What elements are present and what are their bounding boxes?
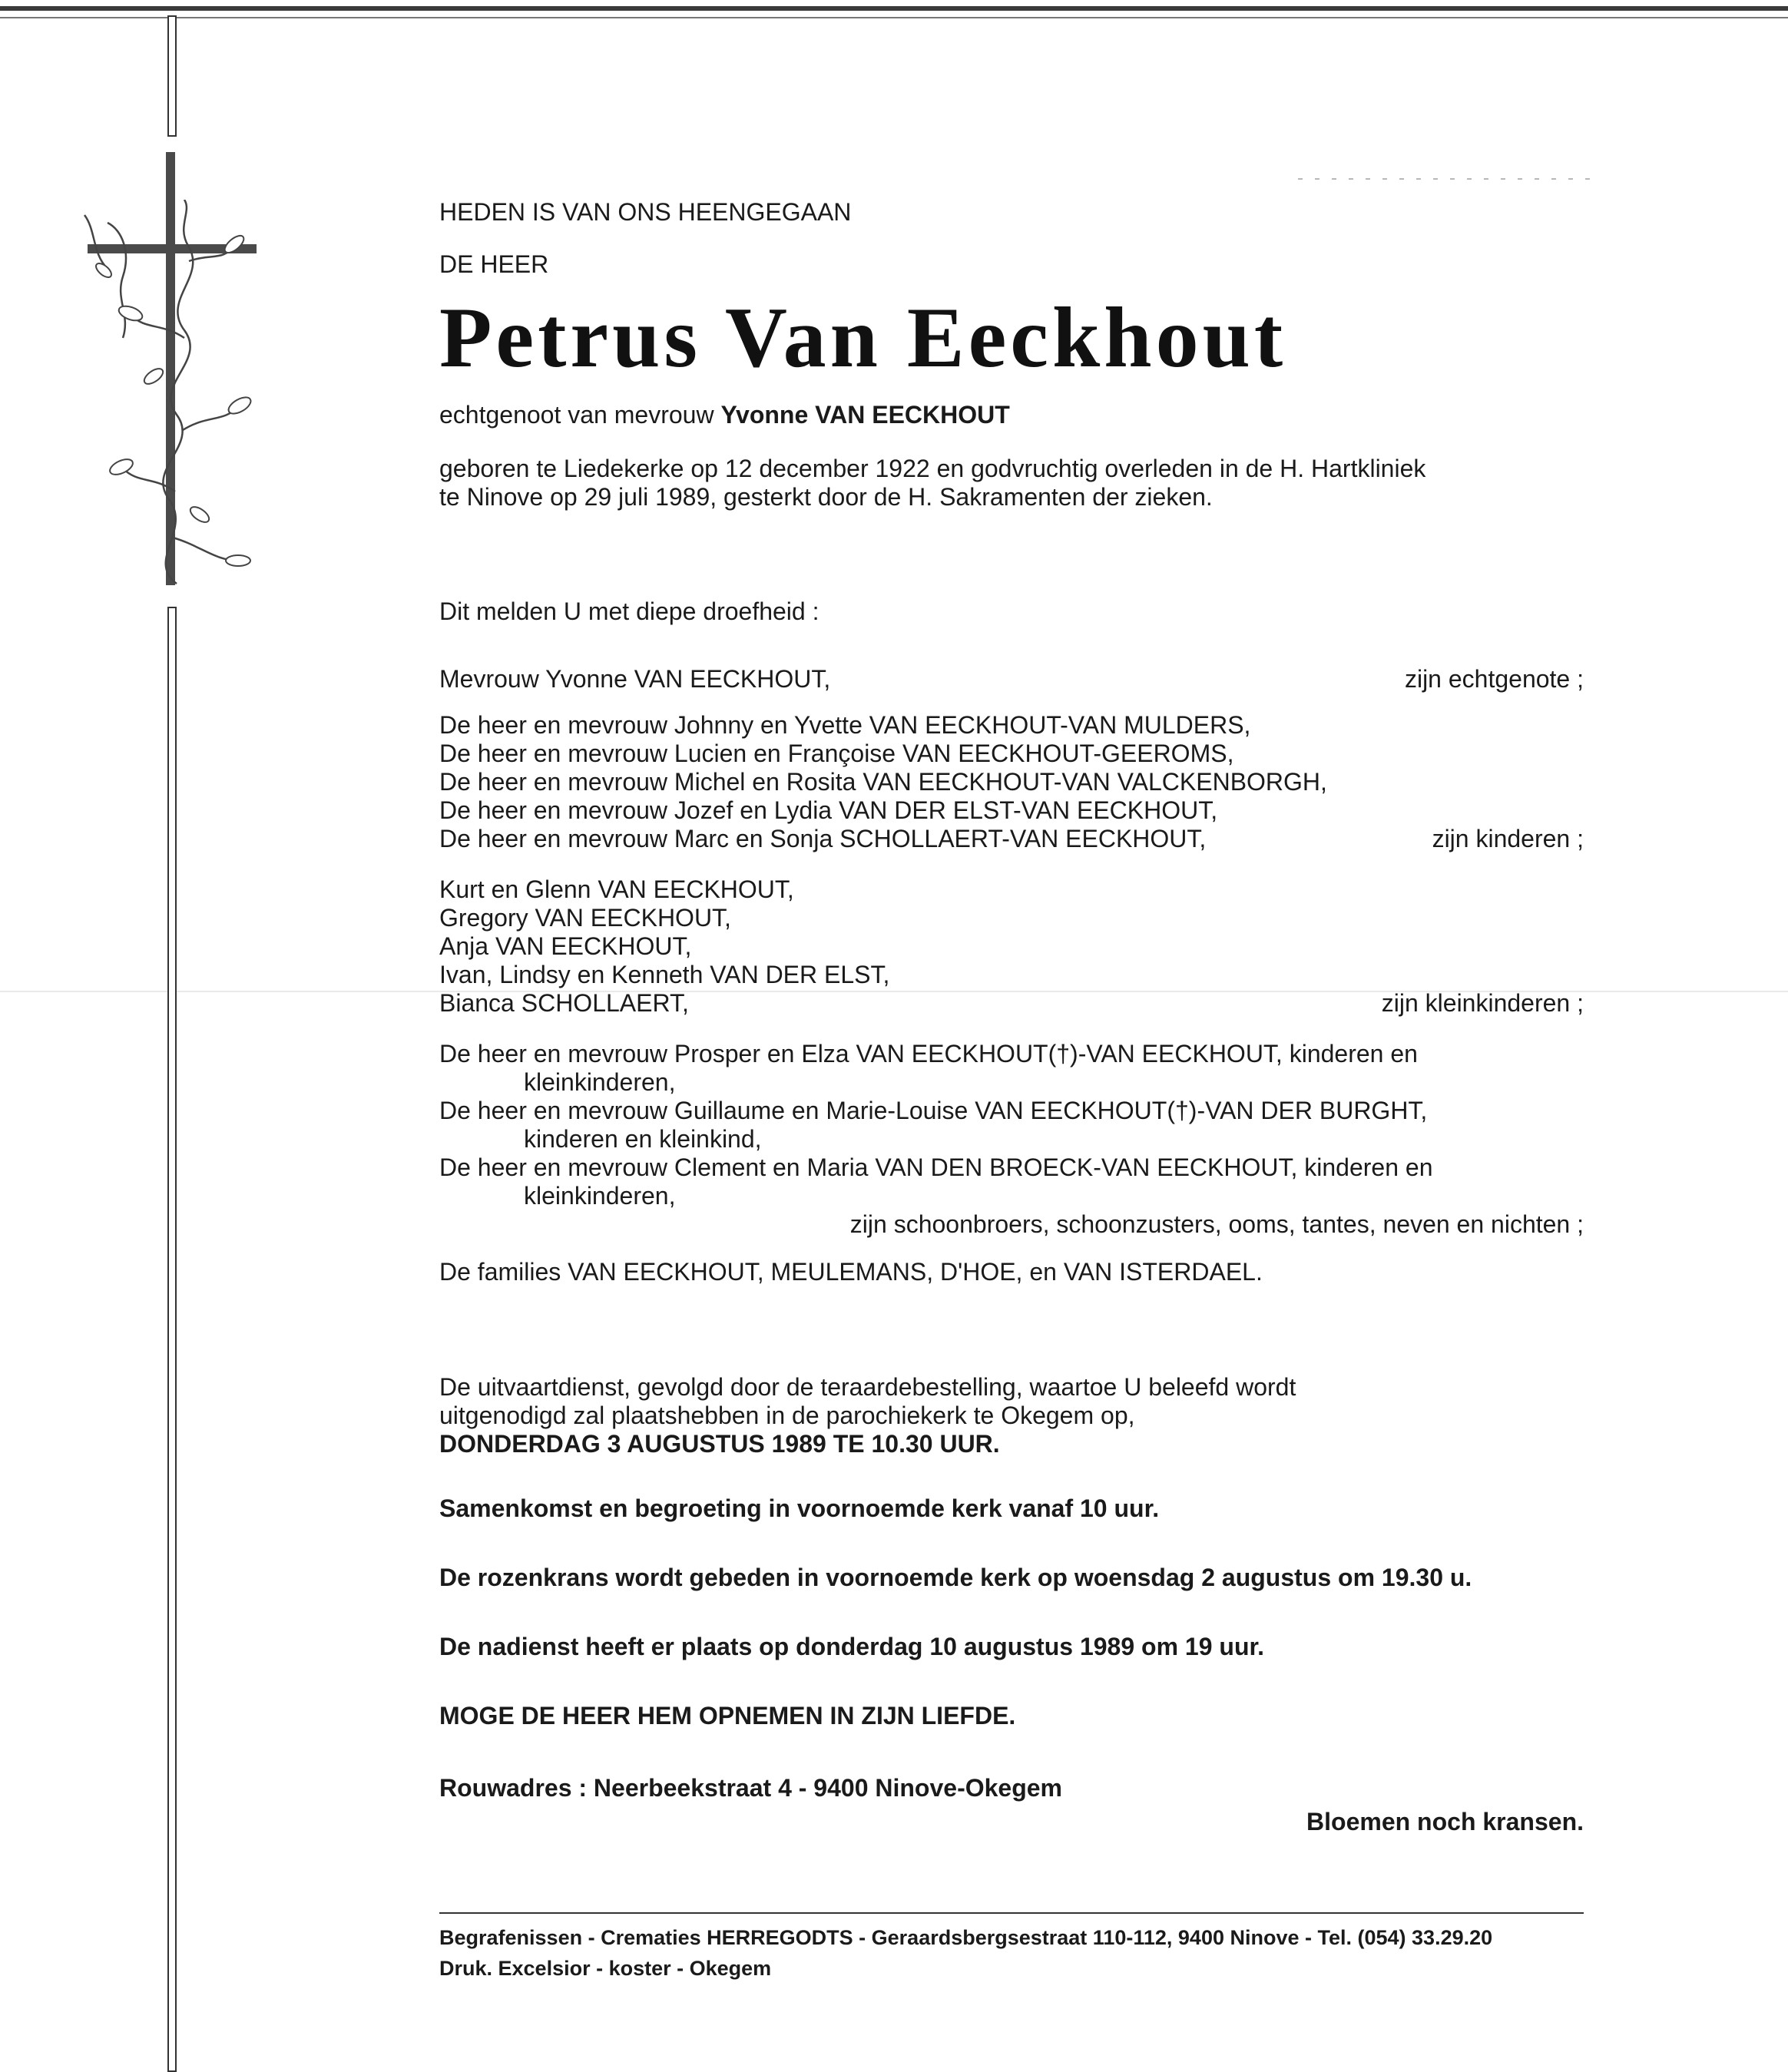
spouse-prefix: echtgenoot van mevrouw [439,401,714,429]
child-entry: De heer en mevrouw Marc en Sonja SCHOLLAERT-VAN EECKHOUT, [439,825,1207,852]
grandchildren-role: zijn kleinkinderen ; [1381,989,1584,1017]
rosary-line: De rozenkrans wordt gebeden in voornoemde kerk op woensdag 2 augustus om 19.30 u. [439,1564,1472,1591]
top-border-rule [0,6,1788,11]
service-date: DONDERDAG 3 AUGUSTUS 1989 TE 10.30 UUR. [439,1430,1000,1458]
footer-printer: Druk. Excelsior - koster - Okegem [439,1957,772,1980]
vine-ornament-icon [77,200,261,599]
inlaws-role: zijn schoonbroers, schoonzusters, ooms, tantes, neven en nichten ; [849,1210,1584,1238]
spouse-name: Yvonne VAN EECKHOUT [720,401,1010,429]
afterservice-line: De nadienst heeft er plaats op donderdag 10 augustus 1989 om 19 uur. [439,1633,1265,1660]
birth-line-1: geboren te Liedekerke op 12 december 1922 en godvruchtig overleden in de H. Hartkliniek [439,455,1426,482]
grandchild-entry: Ivan, Lindsy en Kenneth VAN DER ELST, [439,961,890,988]
meeting-line: Samenkomst en begroeting in voornoemde kerk vanaf 10 uur. [439,1494,1160,1522]
flowers-line: Bloemen noch kransen. [1306,1808,1584,1835]
inlaw-entry-cont: kinderen en kleinkind, [524,1125,762,1153]
inlaw-entry: De heer en mevrouw Guillaume en Marie-Louise VAN EECKHOUT(†)-VAN DER BURGHT, [439,1097,1428,1124]
spouse-role: zijn echtgenote ; [1404,665,1584,693]
title-line: DE HEER [439,250,549,278]
heading-line: HEDEN IS VAN ONS HEENGEGAAN [439,198,852,226]
inlaw-entry: De heer en mevrouw Prosper en Elza VAN EECKHOUT(†)-VAN EECKHOUT, kinderen en [439,1040,1418,1067]
child-entry: De heer en mevrouw Michel en Rosita VAN EECKHOUT-VAN VALCKENBORGH, [439,768,1327,796]
left-border-bar-top [167,15,177,137]
grandchild-entry: Anja VAN EECKHOUT, [439,932,692,960]
inlaw-entry-cont: kleinkinderen, [524,1068,676,1096]
children-role: zijn kinderen ; [1432,825,1584,852]
inlaw-entry-cont: kleinkinderen, [524,1182,676,1210]
inlaw-entry: De heer en mevrouw Clement en Maria VAN DEN BROECK-VAN EECKHOUT, kinderen en [439,1154,1433,1181]
child-entry: De heer en mevrouw Lucien en Françoise VAN EECKHOUT-GEEROMS, [439,740,1234,767]
announcement: Dit melden U met diepe droefheid : [439,597,820,625]
grandchild-entry: Gregory VAN EECKHOUT, [439,904,731,932]
footer-rule [439,1912,1584,1914]
footer-funeral-home: Begrafenissen - Crematies HERREGODTS - Geraardsbergsestraat 110-112, 9400 Ninove - Tel. (054) 33.29.20 [439,1926,1493,1949]
scan-speck-line [1298,178,1590,180]
families-line: De families VAN EECKHOUT, MEULEMANS, D'HOE, en VAN ISTERDAEL. [439,1258,1263,1286]
service-line-1: De uitvaartdienst, gevolgd door de teraardebestelling, waartoe U beleefd wordt [439,1373,1296,1401]
child-entry: De heer en mevrouw Jozef en Lydia VAN DER ELST-VAN EECKHOUT, [439,796,1218,824]
child-entry: De heer en mevrouw Johnny en Yvette VAN EECKHOUT-VAN MULDERS, [439,711,1251,739]
spouse-line [439,401,1010,429]
deceased-name: Petrus Van Eeckhout [439,290,1287,386]
address-line: Rouwadres : Neerbeekstraat 4 - 9400 Ninove-Okegem [439,1774,1062,1802]
service-line-2: uitgenodigd zal plaatshebben in de parochiekerk te Okegem op, [439,1402,1135,1429]
birth-line-2: te Ninove op 29 juli 1989, gesterkt door de H. Sakramenten der zieken. [439,483,1213,511]
grandchild-entry: Kurt en Glenn VAN EECKHOUT, [439,875,794,903]
grandchild-entry: Bianca SCHOLLAERT, [439,989,689,1017]
left-border-bar-bottom [167,607,177,2072]
spouse-entry: Mevrouw Yvonne VAN EECKHOUT, [439,665,831,693]
prayer-line: MOGE DE HEER HEM OPNEMEN IN ZIJN LIEFDE. [439,1702,1016,1729]
top-border-rule-thin [0,17,1788,18]
